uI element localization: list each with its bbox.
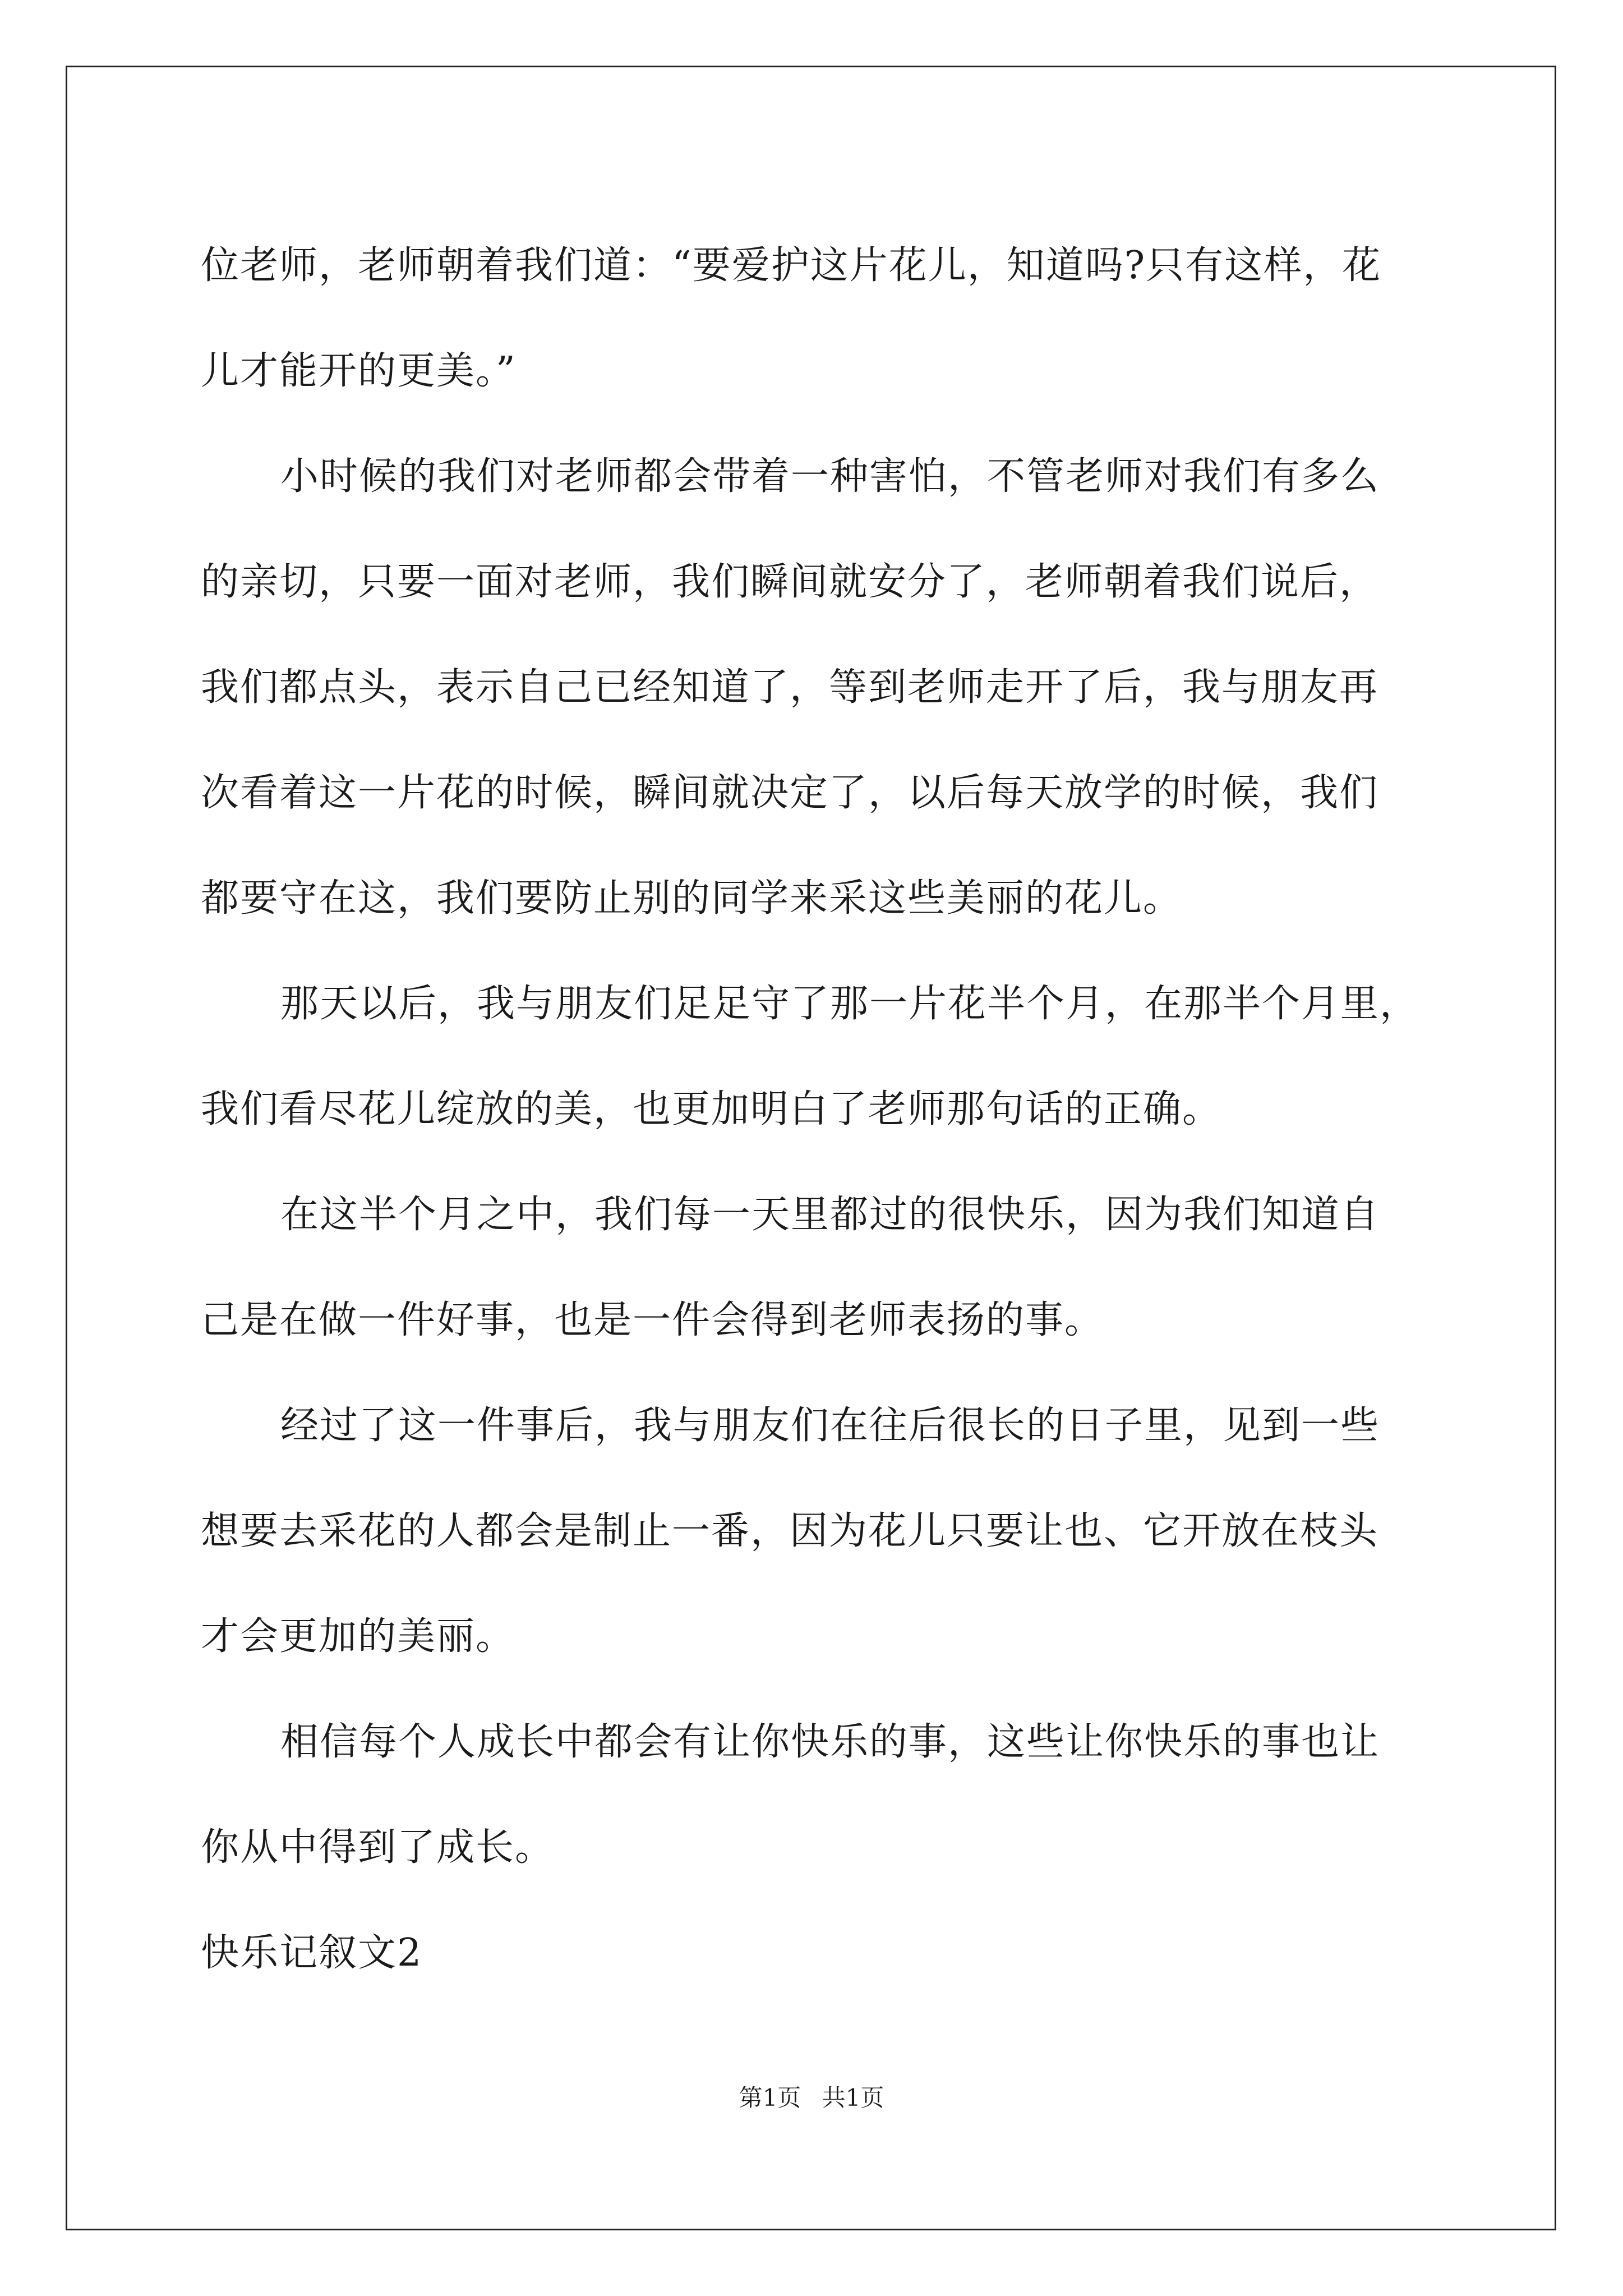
text-line: 次看着这一片花的时候，瞬间就决定了，以后每天放学的时候，我们 — [201, 771, 1379, 815]
text-line: 都要守在这，我们要防止别的同学来采这些美丽的花儿。 — [201, 876, 1183, 921]
page-number-current: 第1页 — [739, 2084, 801, 2111]
page-number-total: 共1页 — [822, 2084, 884, 2111]
text-line: 儿才能开的更美。” — [201, 349, 517, 393]
text-line: 那天以后，我与朋友们足足守了那一片花半个月，在那半个月里， — [280, 982, 1419, 1026]
text-line: 我们看尽花儿绽放的美，也更加明白了老师那句话的正确。 — [201, 1087, 1222, 1131]
text-line: 你从中得到了成长。 — [201, 1825, 555, 1870]
text-line: 在这半个月之中，我们每一天里都过的很快乐，因为我们知道自 — [280, 1193, 1380, 1237]
text-line: 相信每个人成长中都会有让你快乐的事，这些让你快乐的事也让 — [280, 1720, 1380, 1764]
text-line: 位老师，老师朝着我们道：“要爱护这片花儿，知道吗?只有这样，花 — [201, 243, 1382, 288]
document-body — [201, 213, 1457, 2006]
text-line: 我们都点头，表示自己已经知道了，等到老师走开了后，我与朋友再 — [201, 665, 1379, 710]
text-line: 想要去采花的人都会是制止一番，因为花儿只要让也、它开放在枝头 — [201, 1509, 1379, 1553]
text-line: 才会更加的美丽。 — [201, 1614, 515, 1659]
text-line: 的亲切，只要一面对老师，我们瞬间就安分了，老师朝着我们说后， — [201, 560, 1379, 604]
page-footer — [0, 2081, 1623, 2115]
section-heading: 快乐记叙文2 — [201, 1931, 423, 1975]
text-line: 小时候的我们对老师都会带着一种害怕，不管老师对我们有多么 — [280, 454, 1380, 499]
text-line: 己是在做一件好事，也是一件会得到老师表扬的事。 — [201, 1298, 1104, 1342]
text-line: 经过了这一件事后，我与朋友们在往后很长的日子里，见到一些 — [280, 1404, 1380, 1448]
